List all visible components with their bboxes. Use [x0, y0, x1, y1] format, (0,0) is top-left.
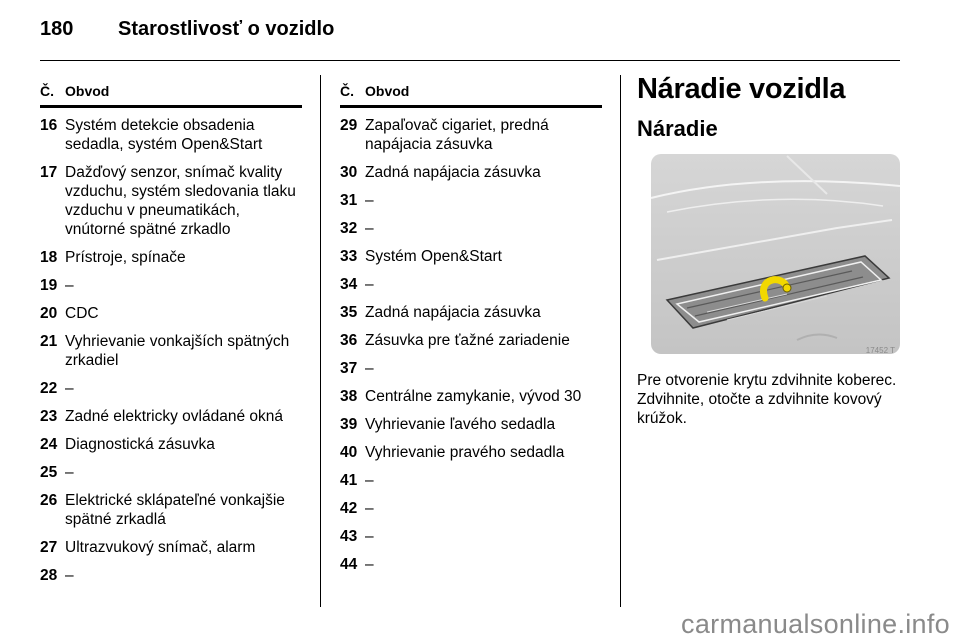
subsection-heading: Náradie [637, 116, 718, 141]
circuit-description: Zapaľovač cigariet, predná napájacia zásuvka [365, 117, 549, 153]
table-row [40, 435, 302, 454]
table-row [340, 191, 602, 210]
fuse-table-left [40, 83, 302, 594]
circuit-description: – [365, 500, 374, 517]
table-row [340, 387, 602, 406]
circuit-description: Zadná napájacia zásuvka [365, 304, 541, 321]
table-header [340, 83, 602, 99]
circuit-description: – [365, 276, 374, 293]
table-row [340, 359, 602, 378]
trunk-floor-illustration [637, 150, 900, 358]
table-row [340, 443, 602, 462]
col-number-header: Č. [340, 83, 354, 99]
circuit-description: – [365, 556, 374, 573]
table-row [340, 116, 602, 154]
fuse-number: 34 [340, 276, 358, 293]
table-row [340, 163, 602, 182]
table-row [40, 491, 302, 529]
table-header [40, 83, 302, 99]
circuit-description: – [365, 220, 374, 237]
header-divider [40, 60, 900, 61]
fuse-number: 29 [340, 117, 358, 134]
circuit-description: Diagnostická zásuvka [65, 436, 215, 453]
figure-code: 17452 T [865, 346, 895, 355]
circuit-description: – [365, 360, 374, 377]
tools-figure [637, 150, 900, 358]
table-row [40, 332, 302, 370]
circuit-description: Prístroje, spínače [65, 249, 186, 266]
fuse-number: 26 [40, 492, 58, 509]
fuse-number: 25 [40, 464, 58, 481]
table-row [340, 499, 602, 518]
table-row [40, 276, 302, 295]
circuit-description: Zásuvka pre ťažné zariadenie [365, 332, 570, 349]
table-row [40, 304, 302, 323]
section-heading: Náradie vozidla [637, 73, 846, 105]
table-row [340, 471, 602, 490]
fuse-number: 20 [40, 305, 58, 322]
figure-caption: Pre otvorenie krytu zdvihnite koberec. Zdvihnite, otočte a zdvihnite kovový krúžok. [637, 372, 897, 427]
page-header [40, 18, 334, 41]
column-divider-left [320, 75, 321, 607]
circuit-description: Vyhrievanie ľavého sedadla [365, 416, 556, 433]
col-circuit-header: Obvod [365, 83, 410, 99]
table-row [340, 275, 602, 294]
fuse-number: 30 [340, 164, 358, 181]
table-header-rule [340, 105, 602, 108]
fuse-number: 40 [340, 444, 358, 461]
fuse-number: 36 [340, 332, 358, 349]
fuse-number: 42 [340, 500, 358, 517]
circuit-description: Centrálne zamykanie, vývod 30 [365, 388, 582, 405]
table-row [40, 566, 302, 585]
circuit-description: CDC [65, 305, 99, 322]
fuse-number: 43 [340, 528, 358, 545]
table-body [40, 116, 302, 585]
fuse-number: 37 [340, 360, 358, 377]
circuit-description: Vyhrievanie vonkajších spätných zrkadiel [65, 333, 290, 369]
fuse-number: 33 [340, 248, 358, 265]
table-row [40, 407, 302, 426]
table-row [40, 538, 302, 557]
fuse-number: 21 [40, 333, 58, 350]
table-row [340, 219, 602, 238]
table-row [340, 303, 602, 322]
circuit-description: Elektrické sklápateľné vonkajšie spätné zrkadlá [65, 492, 285, 528]
circuit-description: Systém detekcie obsadenia sedadla, systém Open&Start [65, 117, 263, 153]
table-row [340, 331, 602, 350]
fuse-table-middle [340, 83, 602, 583]
table-header-rule [40, 105, 302, 108]
fuse-number: 16 [40, 117, 58, 134]
circuit-description: – [65, 464, 74, 481]
table-row [340, 415, 602, 434]
circuit-description: Ultrazvukový snímač, alarm [65, 539, 256, 556]
circuit-description: Systém Open&Start [365, 248, 502, 265]
table-row [40, 116, 302, 154]
circuit-description: – [65, 380, 74, 397]
circuit-description: Vyhrievanie pravého sedadla [365, 444, 565, 461]
table-row [340, 555, 602, 574]
fuse-number: 23 [40, 408, 58, 425]
fuse-number: 39 [340, 416, 358, 433]
table-row [40, 463, 302, 482]
circuit-description: Zadné elektricky ovládané okná [65, 408, 283, 425]
fuse-number: 19 [40, 277, 58, 294]
fuse-number: 17 [40, 164, 58, 181]
circuit-description: – [65, 567, 74, 584]
column-divider-right [620, 75, 621, 607]
circuit-description: – [365, 528, 374, 545]
col-circuit-header: Obvod [65, 83, 110, 99]
table-row [40, 163, 302, 239]
fuse-number: 32 [340, 220, 358, 237]
circuit-description: – [365, 192, 374, 209]
section-title: Starostlivosť o vozidlo [118, 18, 335, 40]
table-row [40, 379, 302, 398]
fuse-number: 31 [340, 192, 358, 209]
fuse-number: 35 [340, 304, 358, 321]
fuse-number: 38 [340, 388, 358, 405]
watermark: carmanualsonline.info [681, 609, 950, 639]
circuit-description: Zadná napájacia zásuvka [365, 164, 541, 181]
fuse-number: 44 [340, 556, 358, 573]
circuit-description: – [65, 277, 74, 294]
fuse-number: 28 [40, 567, 58, 584]
table-row [340, 527, 602, 546]
fuse-number: 22 [40, 380, 58, 397]
col-number-header: Č. [40, 83, 54, 99]
circuit-description: Dažďový senzor, snímač kvality vzduchu, systém sledovania tlaku vzduchu v pneumatikách, vnútorné spätné zrkadlo [65, 164, 296, 238]
table-row [40, 248, 302, 267]
fuse-number: 24 [40, 436, 58, 453]
table-body [340, 116, 602, 574]
circuit-description: – [365, 472, 374, 489]
fuse-number: 41 [340, 472, 358, 489]
table-row [340, 247, 602, 266]
fuse-number: 27 [40, 539, 58, 556]
fuse-number: 18 [40, 249, 58, 266]
page-number: 180 [40, 18, 74, 40]
